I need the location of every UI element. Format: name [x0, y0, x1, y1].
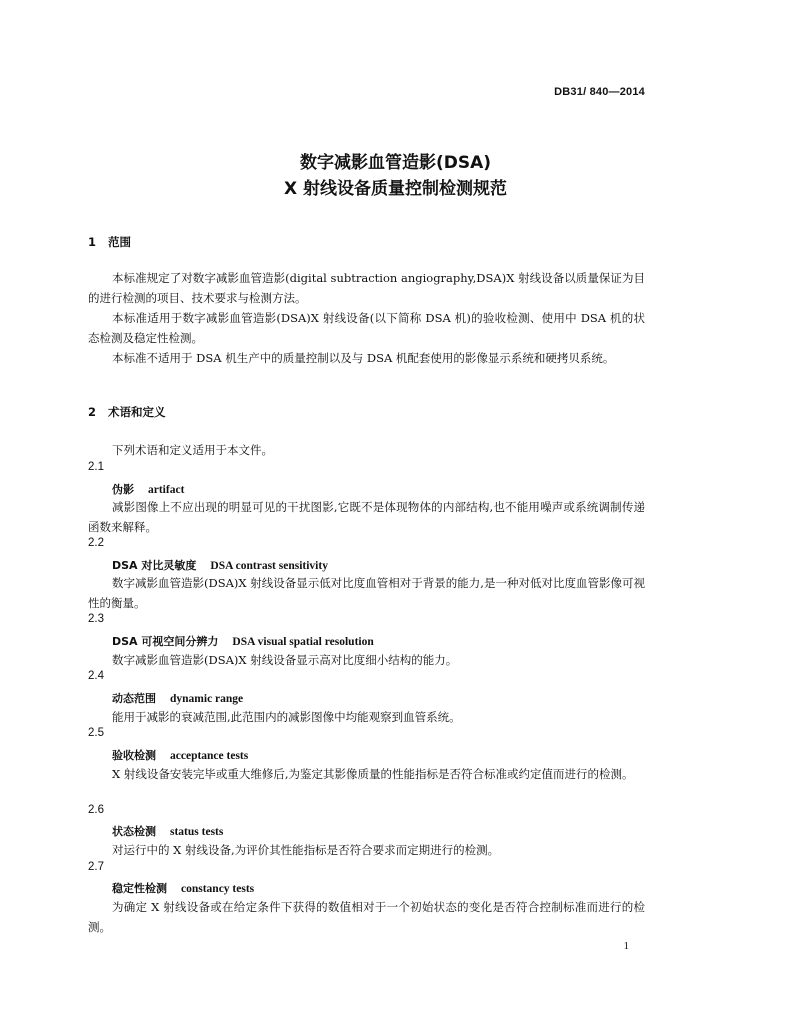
term-definition: 能用于减影的衰减范围,此范围内的减影图像中均能观察到血管系统。	[112, 710, 461, 724]
section-title: 范围	[108, 235, 131, 249]
term-en: DSA contrast sensitivity	[210, 560, 328, 572]
clause-number: 2.5	[88, 727, 104, 739]
term-en: dynamic range	[170, 693, 244, 705]
term-zh: 稳定性检测	[112, 882, 167, 895]
term-definition: 数字减影血管造影(DSA)X 射线设备显示低对比度血管相对于背景的能力,是一种对低对比度血管影像可视性的衡量。	[88, 576, 645, 610]
clause-number: 2.2	[88, 537, 104, 549]
term-zh: 验收检测	[112, 749, 156, 762]
section-title: 术语和定义	[108, 405, 166, 419]
term-heading	[112, 481, 184, 497]
term-definition: 数字减影血管造影(DSA)X 射线设备显示高对比度细小结构的能力。	[112, 653, 458, 667]
term-zh: 伪影	[112, 483, 134, 496]
term-definition: 对运行中的 X 射线设备,为评价其性能指标是否符合要求而定期进行的检测。	[112, 843, 500, 857]
scope-paragraph: 本标准适用于数字减影血管造影(DSA)X 射线设备(以下简称 DSA 机)的验收检测、使用中 DSA 机的状态检测及稳定性检测。	[88, 311, 645, 345]
term-zh: 状态检测	[112, 825, 156, 838]
section-heading-scope	[88, 234, 131, 250]
clause-number: 2.7	[88, 861, 104, 873]
term-heading	[112, 633, 374, 649]
clause-number: 2.3	[88, 613, 104, 625]
term-heading	[112, 747, 248, 763]
section-number: 1	[88, 235, 97, 249]
term-zh: DSA 可视空间分辨力	[112, 635, 219, 648]
term-heading	[112, 557, 328, 573]
section-number: 2	[88, 405, 97, 419]
clause-number: 2.4	[88, 670, 104, 682]
term-en: artifact	[148, 484, 185, 496]
term-en: acceptance tests	[170, 750, 249, 762]
scope-paragraph: 本标准规定了对数字减影血管造影(digital subtraction angiography,DSA)X 射线设备以质量保证为目的进行检测的项目、技术要求与检测方法。	[88, 271, 645, 305]
clause-number: 2.6	[88, 804, 104, 816]
term-definition: 为确定 X 射线设备或在给定条件下获得的数值相对于一个初始状态的变化是否符合控制标准而进行的检测。	[88, 900, 645, 934]
term-zh: DSA 对比灵敏度	[112, 559, 197, 572]
term-heading	[112, 880, 254, 896]
term-zh: 动态范围	[112, 692, 156, 705]
term-definition: 减影图像上不应出现的明显可见的干扰图影,它既不是体现物体的内部结构,也不能用噪声或系统调制传递函数来解释。	[88, 500, 645, 534]
clause-number: 2.1	[88, 461, 104, 473]
document-title-line2: X 射线设备质量控制检测规范	[283, 179, 508, 199]
terms-intro: 下列术语和定义适用于本文件。	[112, 443, 273, 457]
scope-paragraph: 本标准不适用于 DSA 机生产中的质量控制以及与 DSA 机配套使用的影像显示系统和硬拷贝系统。	[112, 351, 615, 365]
term-en: DSA visual spatial resolution	[232, 636, 374, 648]
term-heading	[112, 690, 243, 706]
standard-number: DB31/ 840—2014	[554, 86, 645, 98]
term-heading	[112, 823, 223, 839]
term-en: constancy tests	[181, 883, 255, 895]
document-title-line1: 数字减影血管造影(DSA)	[299, 153, 492, 173]
page-number: 1	[623, 940, 629, 952]
term-en: status tests	[170, 826, 224, 838]
term-definition: X 射线设备安装完毕或重大维修后,为鉴定其影像质量的性能指标是否符合标准或约定值而进行的检测。	[112, 767, 634, 781]
section-heading-terms	[88, 404, 166, 420]
